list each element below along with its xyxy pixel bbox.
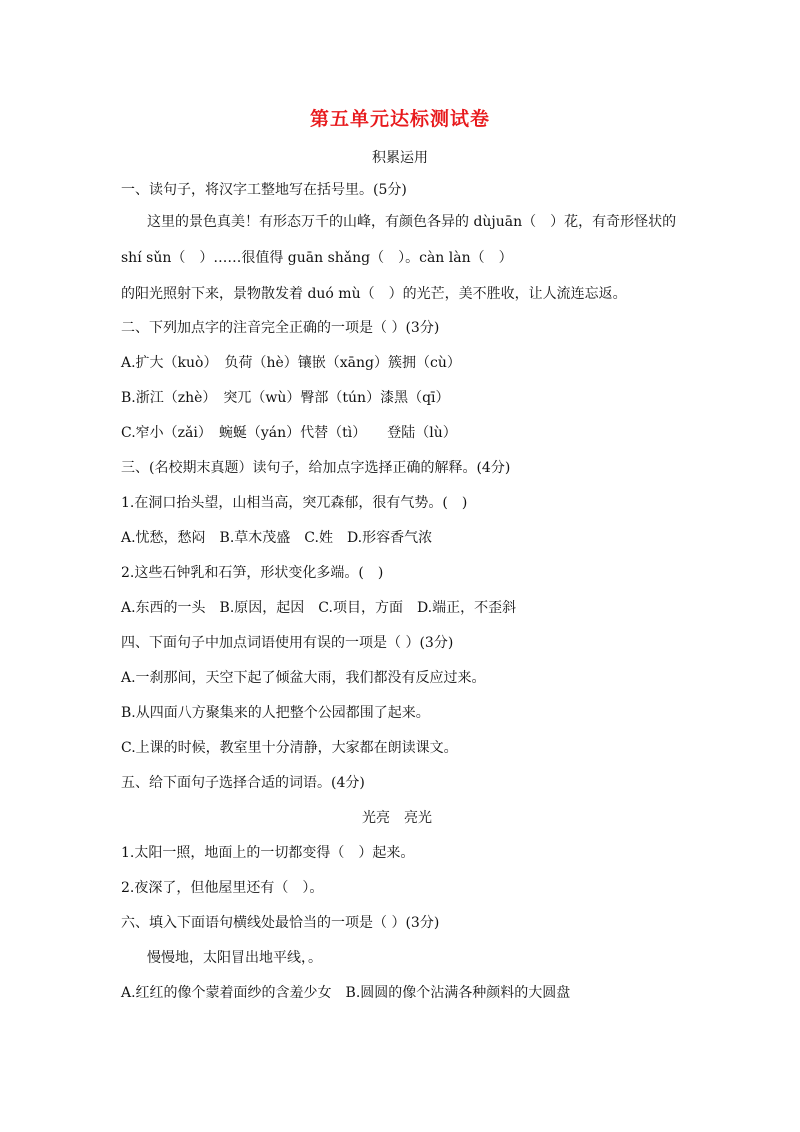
question-3-item-2: 2.这些石钟乳和石笋，形状变化多端。( ) — [121, 565, 384, 581]
question-1-text-line-1: 这里的景色真美！有形态万千的山峰，有颜色各异的 dùjuān（ ）花，有奇形怪状的 — [147, 214, 677, 230]
question-4-option-c: C.上课的时候，教室里十分清静，大家都在朗读课文。 — [121, 740, 458, 756]
question-2-heading: 二、下列加点字的注音完全正确的一项是（ ）(3分) — [121, 320, 440, 336]
question-4-option-a: A.一刹那间，天空下起了倾盆大雨，我们都没有反应过来。 — [121, 670, 486, 686]
question-2-option-b: B.浙江（zhè） 突兀（wù）臀部（tún）漆黑（qī） — [121, 390, 450, 406]
question-3-item-2-options: A.东西的一头 B.原因，起因 C.项目，方面 D.端正，不歪斜 — [121, 600, 517, 616]
section-title: 积累运用 — [372, 150, 428, 166]
question-4-heading: 四、下面句子中加点词语使用有误的一项是（ ）(3分) — [121, 635, 454, 651]
question-4-option-b: B.从四面八方聚集来的人把整个公园都围了起来。 — [121, 705, 430, 721]
question-3-heading: 三、(名校期末真题）读句子，给加点字选择正确的解释。(4分) — [121, 460, 511, 476]
question-3-item-1: 1.在洞口抬头望，山相当高，突兀森郁，很有气势。( ) — [121, 495, 468, 511]
question-6-sentence: 慢慢地，太阳冒出地平线，。 — [147, 950, 322, 966]
question-6-options: A.红红的像个蒙着面纱的含羞少女 B.圆圆的像个沾满各种颜料的大圆盘 — [121, 985, 571, 1001]
question-1-text-line-2: shí sǔn（ ）……很值得 guān shǎng（ ）。càn làn（ ） — [121, 250, 513, 266]
question-5-item-1: 1.太阳一照，地面上的一切都变得（ ）起来。 — [121, 845, 415, 861]
question-5-heading: 五、给下面句子选择合适的词语。(4分) — [121, 775, 365, 791]
question-5-item-2: 2.夜深了，但他屋里还有（ ）。 — [121, 880, 324, 896]
question-2-option-c: C.窄小（zǎi） 蜿蜒（yán）代替（tì） 登陆（lù） — [121, 425, 457, 441]
question-1-text-line-3: 的阳光照射下来，景物散发着 duó mù（ ）的光芒，美不胜收，让人流连忘返。 — [121, 286, 627, 302]
question-3-item-1-options: A.忧愁，愁闷 B.草木茂盛 C.姓 D.形容香气浓 — [121, 530, 433, 546]
exam-title: 第五单元达标测试卷 — [309, 108, 490, 130]
question-5-word-choices: 光亮 亮光 — [362, 810, 432, 826]
question-6-heading: 六、填入下面语句横线处最恰当的一项是（ ）(3分) — [121, 915, 440, 931]
question-2-option-a: A.扩大（kuò） 负荷（hè）镶嵌（xāng）簇拥（cù） — [121, 355, 461, 371]
question-1-heading: 一、读句子，将汉字工整地写在括号里。(5分) — [121, 182, 407, 198]
